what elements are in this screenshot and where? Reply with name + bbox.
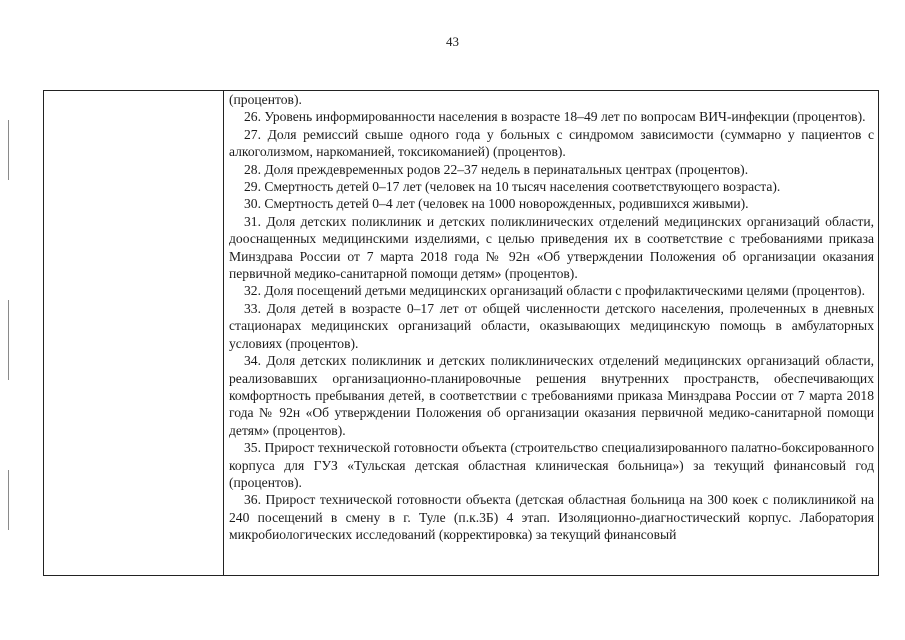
- scan-artifact: [8, 300, 9, 380]
- table-left-cell: [44, 91, 224, 575]
- document-table: [43, 90, 879, 576]
- paragraph: 31. Доля детских поликлиник и детских поликлинических отделений медицинских организаций области, дооснащенных медицинскими изделиями, с целью приведения их в соответствие с требованиями приказа Минздрава России от 7 марта 2018 года № 92н «Об утверждении Положения об организации оказания первичной медико-санитарной помощи детям» (процентов).: [229, 213, 874, 282]
- paragraph: 27. Доля ремиссий свыше одного года у больных с синдромом зависимости (суммарно у пациентов с алкоголизмом, наркоманией, токсикоманией) (процентов).: [229, 126, 874, 160]
- paragraph: 34. Доля детских поликлиник и детских поликлинических отделений медицинских организаций области, реализовавших организационно-планировочные решения внутренних пространств, обеспечивающих комфортность пребывания детей, в соответствии с требованиями приказа Минздрава России от 7 марта 2018 года № 92н «Об утверждении Положения об организации оказания первичной медико-санитарной помощи детям» (процентов).: [229, 353, 874, 438]
- paragraph: (процентов).: [229, 92, 302, 107]
- paragraph: 33. Доля детей в возрасте 0–17 лет от общей численности детского населения, пролеченных в дневных стационарах медицинских организаций области, оказывающих медицинскую помощь в амбулаторных условиях (процентов).: [229, 300, 874, 351]
- paragraph: 26. Уровень информированности населения в возрасте 18–49 лет по вопросам ВИЧ-инфекции (процентов).: [244, 109, 866, 125]
- paragraph: 28. Доля преждевременных родов 22–37 недель в перинатальных центрах (процентов).: [244, 161, 749, 177]
- paragraph: 35. Прирост технической готовности объекта (строительство специализированного палатно-боксированного корпуса для ГУЗ «Тульская детская областная клиническая больница») за текущий финансовый год (процентов).: [229, 440, 874, 490]
- paragraph: 36. Прирост технической готовности объекта (детская областная больница на 300 коек с поликлиникой на 240 посещений в смену в г. Туле (п.к.3Б) 4 этап. Изоляционно-диагностический корпус. Лаборатория микробиологических исследований (корректировка) за текущий финансовый: [229, 492, 874, 543]
- paragraph: 29. Смертность детей 0–17 лет (человек на 10 тысяч населения соответствующего возраста).: [244, 179, 781, 195]
- table-right-cell: [225, 91, 878, 575]
- page-number: 43: [446, 34, 459, 49]
- paragraph: 30. Смертность детей 0–4 лет (человек на 1000 новорожденных, родившихся живыми).: [244, 196, 749, 212]
- paragraph: 32. Доля посещений детьми медицинских организаций области с профилактическими целями (процентов).: [244, 283, 865, 299]
- scan-artifact: [8, 120, 9, 180]
- scan-artifact: [8, 470, 9, 530]
